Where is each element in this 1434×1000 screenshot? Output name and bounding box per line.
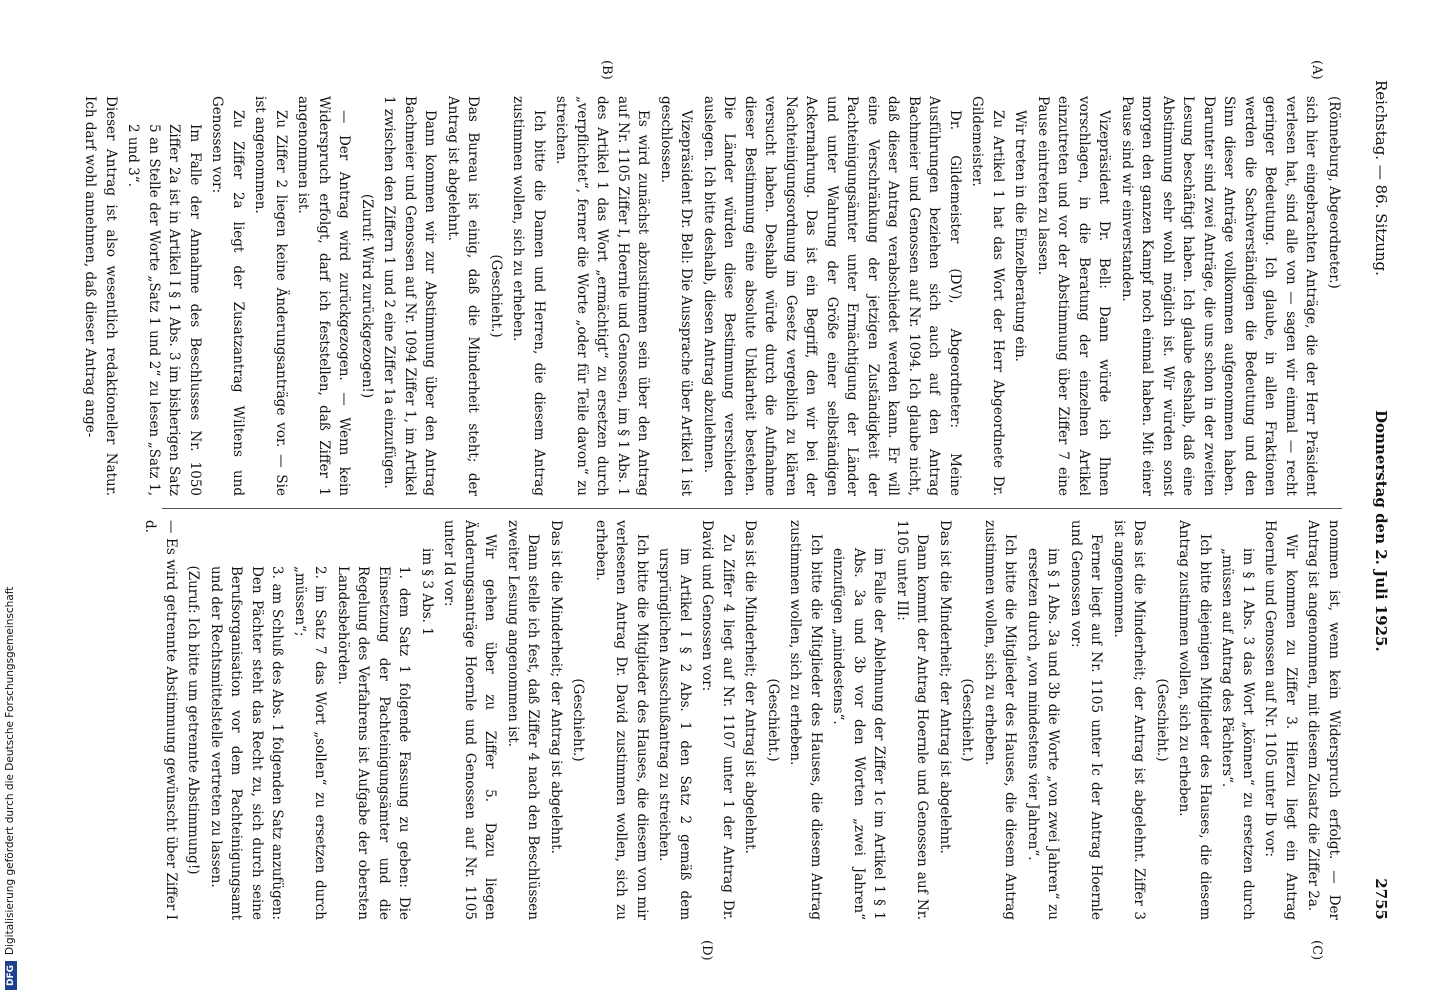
paragraph: Wir kommen zu Ziffer 3. Hierzu liegt ein Antrag Hoernle und Genossen auf Nr. 1105 unter Ib vor:: [1262, 520, 1299, 920]
margin-mark-a: (A): [1309, 60, 1324, 80]
stage-direction: (Geschieht.): [488, 254, 504, 338]
motion-text: im § 3 Abs. 1: [419, 548, 435, 636]
paragraph: Vizepräsident Dr. Bell: Die Aussprache über Artikel 1 ist geschlossen.: [658, 96, 695, 496]
paragraph: Ich bitte diejenigen Mitglieder des Hauses, die diesem Antrag zustimmen wollen, sich zu erheben.: [1176, 520, 1213, 920]
interjection: (Zuruf: Wird zurückgezogen!): [359, 193, 375, 399]
paragraph: Das ist die Minderheit; der Antrag ist abgelehnt. Ziffer 3 ist angenommen.: [1111, 520, 1148, 920]
motion-text: im Falle der Ablehnung der Ziffer 1c im Artikel 1 § 1 Abs. 3a und 3b vor den Worten „zwei Jahren“ einzufügen „mindestens“.: [830, 548, 888, 920]
stage-direction: (Geschieht.): [1154, 678, 1170, 762]
paragraph: Wir treten in die Einzelberatung ein.: [1012, 110, 1029, 362]
right-column: [142, 520, 1344, 920]
paragraph: — Es wird getrennte Abstimmung gewünscht über Ziffer I d.: [142, 520, 179, 920]
margin-mark-d: (D): [699, 940, 714, 961]
speaker-line: (Rönneburg, Abgeordneter.): [1326, 96, 1342, 289]
paragraph: Zu Ziffer 4 liegt auf Nr. 1107 unter 1 der Antrag Dr. David und Genossen vor:: [699, 520, 736, 920]
paragraph: Zu Ziffer 2a liegt der Zusatzantrag Wiltens und Genossen vor:: [209, 96, 246, 496]
paragraph: Dann kommen wir zur Abstimmung über den Antrag Bachmeier und Genossen auf Nr. 1094 Ziffer 1, im Artikel 1 zwischen den Ziffern 1 und 2 eine Ziffer 1a einzufügen.: [381, 96, 439, 496]
margin-mark-b: (B): [599, 60, 614, 80]
paragraph: — Der Antrag wird zurückgezogen. — Wenn kein Widerspruch erfolgt, darf ich feststellen, daß Ziffer 1 angenommen ist.: [295, 96, 353, 496]
paragraph: Das Bureau ist einig, daß die Minderheit steht; der Antrag ist abgelehnt.: [445, 96, 482, 496]
paragraph: Das ist die Minderheit; der Antrag ist abgelehnt.: [548, 520, 564, 854]
paragraph: nommen ist, wenn kein Widerspruch erfolgt. — Der Antrag ist angenommen, mit diesem Zusatz die Ziffer 2a.: [1305, 520, 1342, 920]
motion-text: im § 1 Abs. 3 das Wort „können“ zu ersetzen durch „müssen auf Antrag des Pächters“.: [1219, 548, 1256, 920]
motion-item: 2. im Satz 7 das Wort „sollen“ zu ersetzen durch „müssen“;: [292, 566, 329, 920]
paragraph: Ich bitte die Damen und Herren, die diesem Antrag zustimmen wollen, sich zu erheben.: [510, 96, 547, 496]
motion-text: im Artikel I § 2 Abs. 1 den Satz 2 gemäß dem ursprünglichen Ausschußantrag zu streichen.: [656, 548, 693, 920]
motion-item: 1. dem Satz 1 folgende Fassung zu geben: Die Einsetzung der Pachteinigungsämter und die Regelung des Verfahrens ist Aufgabe der obersten Landesbehörden.: [335, 566, 413, 920]
stage-direction: (Geschieht.): [959, 678, 976, 762]
paragraph: Ich bitte die Mitglieder des Hauses, die diesem Antrag zustimmen wollen, sich zu erheben.: [982, 520, 1019, 920]
paragraph: sich hier eingebrachten Anträge, die der Herr Präsident verlesen hat, sind alle von — sagen wir einmal — recht geringer Bedeutung. Ich glaube, in allen Fraktionen werden die Sachverständigen die Bedeutung und den Sinn dieser Anträge vollkommen aufgenommen haben. Darunter sind zwei Anträge, die uns schon in der zweiten Lesung beschäftigt haben. Ich glaube deshalb, daß eine Abstimmung sehr wohl möglich ist. Wir würden sonst morgen den ganzen Kampf noch einmal haben. Mit einer Pause sind wir einverstanden.: [1119, 96, 1320, 496]
stage-direction: (Geschieht.): [765, 678, 781, 762]
paragraph: Ferner liegt auf Nr. 1105 unter Ic der Antrag Hoernle und Genossen vor:: [1068, 520, 1105, 920]
left-column: [82, 96, 1344, 496]
paragraph: Wir gehen über zu Ziffer 5. Dazu liegen Änderungsanträge Hoernle und Genossen auf Nr. 1105 unter Id vor:: [441, 520, 499, 920]
page-number: 2755: [1372, 878, 1390, 920]
paragraph: Dann stelle ich fest, daß Ziffer 4 nach den Beschlüssen zweiter Lesung angenommen ist.: [505, 520, 542, 920]
digitization-notice: [4, 60, 18, 990]
paragraph: Vizepräsident Dr. Bell: Dann würde ich Ihnen vorschlagen, in die Beratung der einzelnen Artikel einzutreten und vor der Abstimmung über Ziffer 7 eine Pause eintreten zu lassen.: [1035, 96, 1113, 496]
header-session: Reichstag. — 86. Sitzung.: [1372, 80, 1390, 276]
motion-text: Im Falle der Annahme des Beschlusses Nr. 1050 Ziffer 2a ist in Artikel I § 1 Abs. 3 im bisherigen Satz 5 an Stelle der Worte „Satz 1 und 2“ zu lesen „Satz 1, 2 und 3“.: [125, 124, 203, 496]
stage-direction: (Geschieht.): [570, 678, 587, 762]
dfg-logo-icon: DFG: [5, 961, 17, 990]
paragraph: Dr. Gildemeister (DV), Abgeordneter: Meine Ausführungen beziehen sich auch auf den Antrag Bachmeier und Genossen auf Nr. 1094. Ich glaube nicht, daß dieser Antrag verabschiedet werden kann. Er will eine Verschränkung der jetzigen Zuständigkeit der Pachteinigungsämter unter Ermächtigung der Länder und unter Wahrung der Größe einer selbständigen Ackernahrung. Das ist ein Begriff, den wir bei der Nachteinigungsordnung im Gesetz vergeblich zu klären versucht haben. Deshalb würde durch die Aufnahme dieser Bestimmung eine absolute Unklarheit bestehen. Die Länder würden diese Bestimmung verschieden auslegen. Ich bitte deshalb, diesen Antrag abzulehnen.: [701, 96, 963, 496]
paragraph: Zu Ziffer 2 liegen keine Änderungsanträge vor. — Sie ist angenommen.: [252, 96, 289, 496]
paragraph: Dieser Antrag ist also wesentlich redaktioneller Natur. Ich darf wohl annehmen, daß dieser Antrag ange-: [82, 96, 119, 496]
header-date: Donnerstag den 2. Juli 1925.: [1372, 410, 1390, 652]
margin-mark-c: (C): [1309, 940, 1324, 961]
motion-text: im § 1 Abs. 3a und 3b die Worte „von zwei Jahren“ zu ersetzen durch „von mindestens vier Jahren“.: [1025, 548, 1062, 920]
column-divider: [162, 508, 1342, 509]
motion-item: 3. am Schluß des Abs. 1 folgenden Satz anzufügen: Den Pächter steht das Recht zu, sich durch seine Berufsorganisation vor dem Pachteinigungsamt und der Rechtsmittelstelle vertreten zu lassen.: [208, 566, 286, 920]
paragraph: Das ist die Minderheit; der Antrag ist abgelehnt.: [742, 520, 759, 854]
paragraph: Ich bitte die Mitglieder des Hauses, die diesem von mir verlesenen Antrag Dr. David zustimmen wollen, sich zu erheben.: [593, 520, 650, 920]
page-header: [1360, 80, 1390, 920]
paragraph: Zu Artikel 1 hat das Wort der Herr Abgeordnete Dr. Gildemeister.: [969, 96, 1006, 496]
paragraph: Das ist die Minderheit; der Antrag ist abgelehnt.: [937, 520, 953, 854]
digitization-text: Digitalisierung gefördert durch die Deutsche Forschungsgemeinschaft: [4, 586, 16, 955]
paragraph: Es wird zunächst abzustimmen sein über den Antrag auf Nr. 1105 Ziffer I, Hoernle und Genossen, im § 1 Abs. 1 des Artikel 1 das Wort „ermächtigt“ zu ersetzen durch „verpflichtet“, ferner die Worte „oder für Teile davon“ zu streichen.: [553, 96, 652, 496]
paragraph: Ich bitte die Mitglieder des Hauses, die diesem Antrag zustimmen wollen, sich zu erheben.: [787, 520, 824, 920]
interjection: (Zuruf: Ich bitte um getrennte Abstimmung!): [185, 565, 202, 875]
paragraph: Dann kommt der Antrag Hoernle und Genossen auf Nr. 1105 unter III:: [894, 520, 931, 920]
